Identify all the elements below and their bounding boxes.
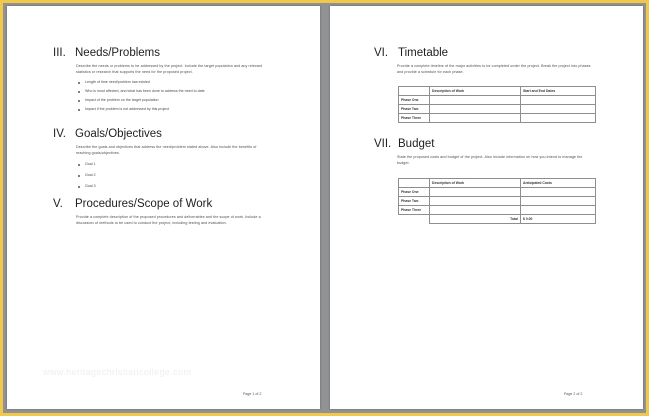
section-paragraph: Describe the goals and objectives that address the need/problem stated above. Also include the benefits of reaching goals/objectives. — [76, 145, 257, 155]
table-cell — [521, 188, 596, 197]
table-row — [399, 96, 596, 105]
table-cell: Phase Three — [399, 206, 430, 215]
section-title: Needs/Problems — [75, 47, 161, 59]
list-item: Goal 2 — [77, 173, 197, 178]
page-footer: Page 1 of 2 — [243, 392, 262, 396]
table-cell: Phase Two — [399, 197, 430, 206]
table-cell: Phase Two — [399, 105, 430, 114]
table-cell — [430, 96, 521, 105]
document-page-1 — [7, 6, 320, 409]
section-number: VII. — [374, 138, 392, 150]
section-paragraph: Describe the needs or problems to be addressed by the project. Include the target population and any relevant statistics or research that supports the need for the proposed project. — [76, 64, 263, 74]
table-cell — [430, 188, 521, 197]
table-cell: Phase One — [399, 188, 430, 197]
section-heading-procedures — [53, 198, 212, 210]
table-header-cell — [399, 87, 430, 96]
section-number: V. — [53, 198, 63, 210]
section-heading-needs — [53, 47, 160, 59]
table-header-cell: Description of Work — [430, 87, 521, 96]
table-header-row — [399, 87, 596, 96]
table-header-row — [399, 179, 596, 188]
total-label: Total — [430, 215, 521, 224]
list-item: Impact if the problem is not addressed by this project — [77, 107, 267, 112]
section-title: Procedures/Scope of Work — [75, 198, 213, 210]
bullet-list — [77, 80, 267, 112]
table-row — [399, 206, 596, 215]
table-cell: Phase Three — [399, 114, 430, 123]
table-cell — [399, 215, 430, 224]
page-footer: Page 2 of 2 — [564, 392, 583, 396]
table-row — [399, 197, 596, 206]
section-paragraph: State the proposed costs and budget of the project. Also include information on how you intend to manage the budget. — [397, 155, 583, 165]
list-item: Goal 3 — [77, 184, 197, 189]
table-cell — [521, 114, 596, 123]
list-item: Impact of the problem on the target population — [77, 98, 267, 103]
table-cell: Phase One — [399, 96, 430, 105]
section-number: VI. — [374, 47, 389, 59]
table-cell — [430, 105, 521, 114]
section-paragraph: Provide a complete timeline of the major activities to be completed under the project. Break the project into phases and provide a schedule for each phase. — [397, 64, 591, 74]
table-cell — [430, 114, 521, 123]
table-cell — [430, 197, 521, 206]
section-paragraph: Provide a complete description of the proposed procedures and deliverables and the scope of work. Include a discussion of methods to be used to conduct the project, including testing and evaluation. — [76, 215, 261, 225]
section-title: Budget — [398, 138, 435, 150]
bullet-list — [77, 162, 197, 189]
document-viewer — [3, 3, 646, 413]
table-cell — [521, 105, 596, 114]
table-header-cell: Start and End Dates — [521, 87, 596, 96]
timetable-table — [398, 86, 596, 123]
table-cell — [521, 206, 596, 215]
watermark: www.heritagechristiancollege.com — [43, 367, 192, 377]
table-cell — [521, 197, 596, 206]
list-item: Length of time need/problem has existed — [77, 80, 267, 85]
table-header-cell: Anticipated Costs — [521, 179, 596, 188]
section-heading-goals — [53, 128, 162, 140]
section-number: III. — [53, 47, 66, 59]
list-item: Who is most affected, and what has been done to address the need to date — [77, 89, 267, 94]
section-title: Timetable — [398, 47, 449, 59]
budget-table — [398, 178, 596, 224]
table-cell — [521, 96, 596, 105]
table-cell — [430, 206, 521, 215]
section-heading-budget — [374, 138, 434, 150]
table-row — [399, 114, 596, 123]
table-header-cell — [399, 179, 430, 188]
section-title: Goals/Objectives — [75, 128, 162, 140]
table-header-cell: Description of Work — [430, 179, 521, 188]
table-total-row — [399, 215, 596, 224]
section-number: IV. — [53, 128, 67, 140]
list-item: Goal 1 — [77, 162, 197, 167]
document-page-2 — [330, 6, 643, 409]
table-row — [399, 105, 596, 114]
section-heading-timetable — [374, 47, 448, 59]
total-value: $ 0.00 — [521, 215, 596, 224]
table-row — [399, 188, 596, 197]
